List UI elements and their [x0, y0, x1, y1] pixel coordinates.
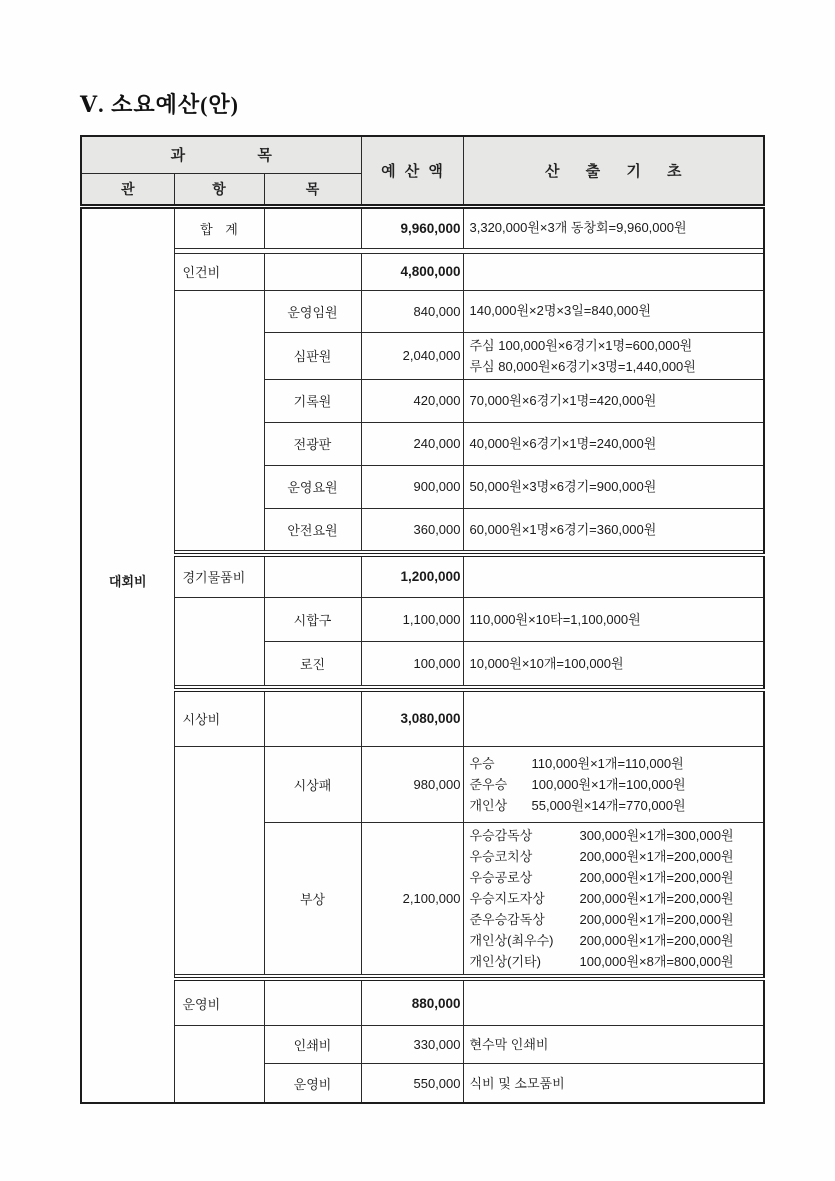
prize-formula: 200,000원×1개=200,000원	[579, 932, 734, 948]
table-row	[81, 1025, 764, 1063]
sec-mok-cell	[264, 690, 361, 746]
basis-line	[470, 846, 760, 867]
hang-label: 운영비	[174, 979, 264, 1025]
basis-line	[470, 795, 760, 816]
header-row-1	[81, 136, 764, 173]
mok-label: 운영요원	[264, 465, 361, 508]
mok-label: 운영임원	[264, 290, 361, 332]
sec-mok-cell	[264, 253, 361, 290]
section-row	[81, 555, 764, 597]
mok-label: 운영비	[264, 1063, 361, 1103]
basis-line: 110,000원×10타=1,100,000원	[469, 611, 641, 627]
basis-line	[470, 909, 760, 930]
hang-empty-cell	[174, 597, 264, 685]
basis-line: 40,000원×6경기×1명=240,000원	[469, 436, 657, 452]
mok-label: 안전요원	[264, 508, 361, 550]
basis-line	[470, 930, 760, 951]
basis-cell	[463, 465, 764, 508]
amount-cell: 240,000	[361, 422, 463, 465]
prize-label: 준우승	[469, 776, 508, 792]
basis-line	[470, 888, 760, 909]
amount-cell: 1,100,000	[361, 597, 463, 641]
section-row	[81, 253, 764, 290]
mok-label: 인쇄비	[264, 1025, 361, 1063]
amount-cell: 2,040,000	[361, 332, 463, 379]
sum-row	[81, 206, 764, 248]
basis-line: 주심 100,000원×6경기×1명=600,000원	[469, 337, 693, 353]
basis-cell	[463, 422, 764, 465]
prize-label: 개인상	[469, 797, 508, 813]
basis-line: 140,000원×2명×3일=840,000원	[469, 303, 651, 319]
basis-line: 70,000원×6경기×1명=420,000원	[469, 393, 657, 409]
prize-formula: 300,000원×1개=300,000원	[579, 827, 734, 843]
amount-cell: 3,080,000	[361, 690, 463, 746]
prize-label: 우승	[469, 755, 495, 771]
basis-cell	[463, 1025, 764, 1063]
header-sanchulgicho: 산 출 기 초	[463, 136, 764, 206]
basis-line: 10,000원×10개=100,000원	[469, 655, 624, 671]
prize-formula: 200,000원×1개=200,000원	[579, 869, 734, 885]
prize-label: 개인상(기타)	[469, 953, 541, 969]
amount-cell: 4,800,000	[361, 253, 463, 290]
amount-cell: 360,000	[361, 508, 463, 550]
basis-line: 3,320,000원×3개 동창회=9,960,000원	[469, 220, 687, 236]
prize-formula: 110,000원×1개=110,000원	[531, 755, 684, 771]
basis-line	[470, 867, 760, 888]
basis-cell	[463, 690, 764, 746]
header-mok: 목	[264, 173, 361, 206]
amount-cell: 2,100,000	[361, 822, 463, 974]
table-header	[81, 136, 764, 206]
prize-label: 우승공로상	[469, 869, 533, 885]
sec-mok-cell	[264, 555, 361, 597]
basis-cell	[463, 555, 764, 597]
prize-label: 준우승감독상	[469, 911, 545, 927]
sum-label: 합 계	[174, 206, 264, 248]
page-title: Ⅴ. 소요예산(안)	[80, 92, 239, 117]
prize-label: 우승감독상	[469, 827, 533, 843]
table-row	[81, 746, 764, 822]
prize-label: 개인상(최우수)	[469, 932, 554, 948]
prize-formula: 55,000원×14개=770,000원	[531, 797, 686, 813]
basis-line	[470, 951, 760, 972]
amount-cell: 1,200,000	[361, 555, 463, 597]
basis-cell	[463, 508, 764, 550]
amount-cell: 550,000	[361, 1063, 463, 1103]
amount-cell: 420,000	[361, 379, 463, 422]
mok-label: 로진	[264, 641, 361, 685]
prize-label: 우승코치상	[469, 848, 533, 864]
mok-label: 기록원	[264, 379, 361, 422]
basis-cell	[463, 290, 764, 332]
amount-cell: 880,000	[361, 979, 463, 1025]
mok-label: 시합구	[264, 597, 361, 641]
mok-label: 심판원	[264, 332, 361, 379]
header-hang: 항	[174, 173, 264, 206]
hang-label: 시상비	[174, 690, 264, 746]
amount-cell: 100,000	[361, 641, 463, 685]
basis-cell	[463, 332, 764, 379]
hang-empty-cell	[174, 746, 264, 974]
mok-label: 부상	[264, 822, 361, 974]
prize-formula: 200,000원×1개=200,000원	[579, 848, 734, 864]
hang-empty-cell	[174, 290, 264, 550]
amount-cell: 330,000	[361, 1025, 463, 1063]
header-gwamok: 과 목	[81, 136, 361, 173]
hang-label: 경기물품비	[174, 555, 264, 597]
basis-cell	[463, 822, 764, 974]
basis-line	[470, 774, 760, 795]
amount-cell: 980,000	[361, 746, 463, 822]
header-yesanaek: 예 산 액	[361, 136, 463, 206]
mok-label: 시상패	[264, 746, 361, 822]
amount-cell: 900,000	[361, 465, 463, 508]
basis-line: 루심 80,000원×6경기×3명=1,440,000원	[469, 358, 696, 374]
basis-cell	[463, 1063, 764, 1103]
sec-mok-cell	[264, 979, 361, 1025]
basis-line: 현수막 인쇄비	[469, 1036, 549, 1052]
budget-table	[80, 135, 765, 1104]
table-row	[81, 290, 764, 332]
basis-cell	[463, 206, 764, 248]
basis-cell	[463, 641, 764, 685]
header-gwan: 관	[81, 173, 174, 206]
basis-line: 50,000원×3명×6경기=900,000원	[469, 479, 657, 495]
mok-label: 전광판	[264, 422, 361, 465]
basis-cell	[463, 979, 764, 1025]
sum-mok-cell	[264, 206, 361, 248]
basis-line	[470, 753, 760, 774]
prize-formula: 100,000원×1개=100,000원	[531, 776, 686, 792]
prize-formula: 200,000원×1개=200,000원	[579, 911, 734, 927]
prize-formula: 200,000원×1개=200,000원	[579, 890, 734, 906]
basis-cell	[463, 379, 764, 422]
basis-cell	[463, 746, 764, 822]
hang-label: 인건비	[174, 253, 264, 290]
basis-line: 60,000원×1명×6경기=360,000원	[469, 521, 657, 537]
basis-cell	[463, 253, 764, 290]
prize-formula: 100,000원×8개=800,000원	[579, 953, 734, 969]
basis-line	[470, 825, 760, 846]
amount-cell: 9,960,000	[361, 206, 463, 248]
amount-cell: 840,000	[361, 290, 463, 332]
section-row	[81, 979, 764, 1025]
gwan-cell: 대회비	[81, 206, 174, 1103]
prize-label: 우승지도자상	[469, 890, 545, 906]
section-row	[81, 690, 764, 746]
basis-cell	[463, 597, 764, 641]
table-row	[81, 597, 764, 641]
basis-line: 식비 및 소모품비	[469, 1075, 565, 1091]
hang-empty-cell	[174, 1025, 264, 1103]
